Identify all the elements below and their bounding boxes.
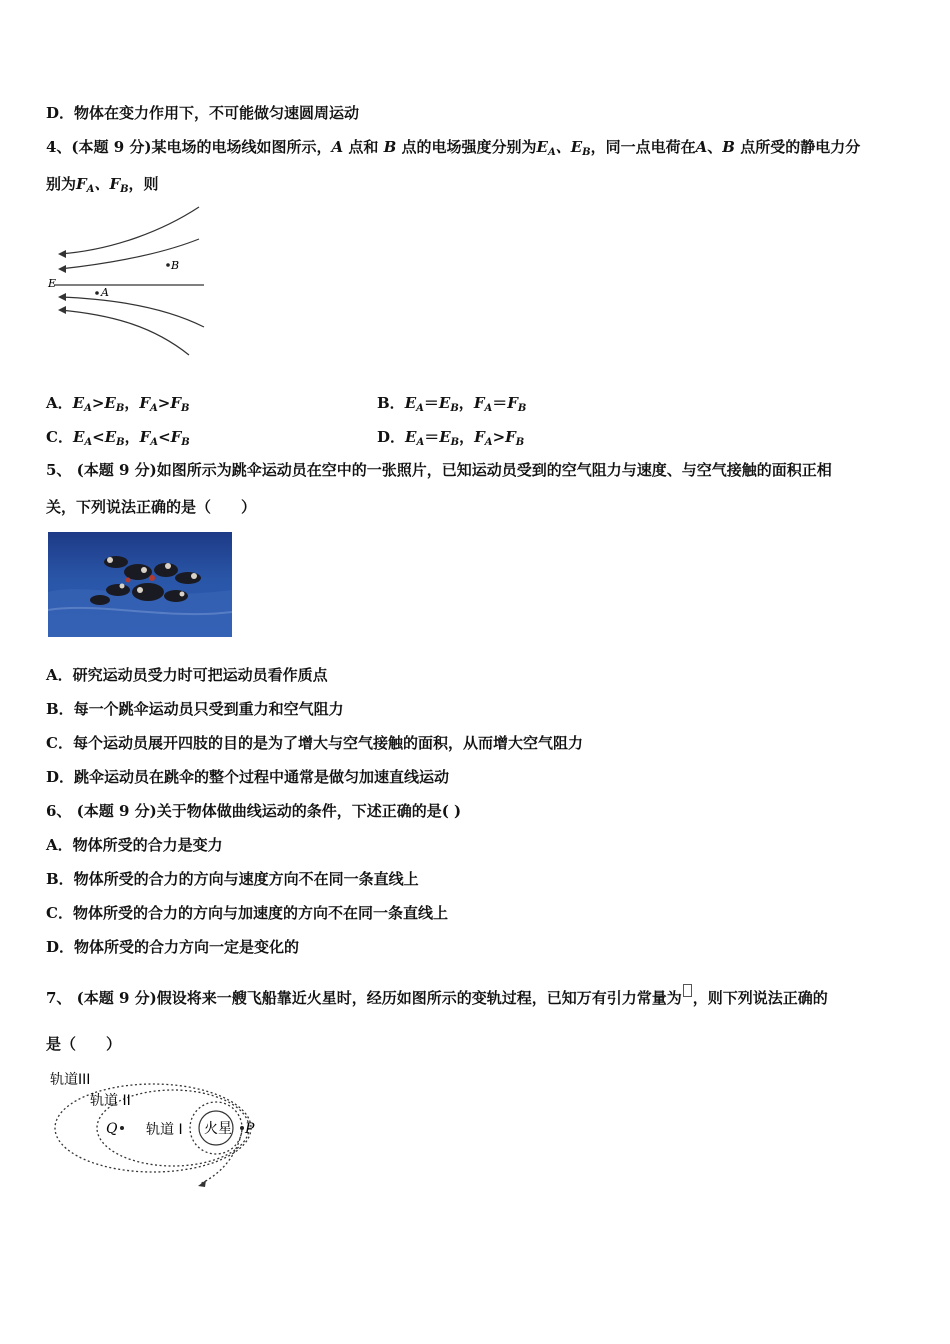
label-E: E	[48, 277, 57, 290]
q7-stem-line2: 是（ ）	[46, 1035, 122, 1053]
q4-option-c: C．$E_A<E_B$，$F_A<F_B$	[46, 428, 190, 448]
label-orbit-II: 轨道 II	[90, 1093, 131, 1109]
point-Q	[120, 1126, 124, 1130]
label-A: A	[101, 286, 109, 299]
orbit-transfer-figure	[48, 1068, 268, 1190]
q7-stem-line1: 7、 (本题 9 分)假设将来一艘飞船靠近火星时，经历如图所示的变轨过程，已知万有引力常量为 ，则下列说法正确的	[46, 984, 828, 1008]
q3-option-d: D．物体在变力作用下，不可能做匀速圆周运动	[46, 104, 360, 122]
q4-stem-line2: 别为$F_A$、$F_B$，则	[46, 175, 159, 195]
label-Q: Q	[106, 1121, 118, 1137]
q5-option-d: D．跳伞运动员在跳伞的整个过程中通常是做匀加速直线运动	[46, 768, 450, 786]
missing-glyph-icon	[683, 984, 692, 997]
label-P: P	[245, 1121, 255, 1137]
q5-stem-line1: 5、 (本题 9 分)如图所示为跳伞运动员在空中的一张照片，已知运动员受到的空气阻力与速度、与空气接触的面积正相	[46, 461, 832, 479]
point-B	[166, 263, 170, 267]
q4-option-b: B．$E_A=E_B$，$F_A=F_B$	[377, 394, 527, 414]
q6-option-c: C．物体所受的合力的方向与加速度的方向不在同一条直线上	[46, 904, 448, 922]
q4-option-a: A．$E_A>E_B$，$F_A>F_B$	[46, 394, 190, 414]
point-A	[95, 291, 99, 295]
field-line-5	[60, 310, 189, 355]
q5-option-b: B．每一个跳伞运动员只受到重力和空气阻力	[46, 700, 344, 718]
q5-option-c: C．每个运动员展开四肢的目的是为了增大与空气接触的面积，从而增大空气阻力	[46, 734, 583, 752]
q6-option-d: D．物体所受的合力方向一定是变化的	[46, 938, 300, 956]
q6-stem: 6、 (本题 9 分)关于物体做曲线运动的条件，下述正确的是( )	[46, 802, 462, 820]
label-orbit-I: 轨道 I	[146, 1122, 183, 1138]
q6-option-a: A．物体所受的合力是变力	[46, 836, 223, 854]
point-P	[240, 1126, 244, 1130]
label-orbit-III: 轨道III	[50, 1072, 91, 1088]
label-mars: 火星	[204, 1121, 232, 1137]
q4-stem-line1: 4、(本题 9 分)某电场的电场线如图所示，A 点和 B 点的电场强度分别为$E_A$、$E_B$，同一点电荷在A、B 点所受的静电力分	[46, 138, 861, 158]
electric-field-lines-figure	[44, 205, 209, 360]
skydivers-photo	[48, 532, 232, 637]
q6-option-b: B．物体所受的合力的方向与速度方向不在同一条直线上	[46, 870, 419, 888]
q4-option-d: D．$E_A=E_B$，$F_A>F_B$	[377, 428, 525, 448]
q5-stem-line2: 关，下列说法正确的是（ ）	[46, 498, 257, 516]
label-B: B	[171, 259, 180, 272]
q5-option-a: A．研究运动员受力时可把运动员看作质点	[46, 666, 328, 684]
